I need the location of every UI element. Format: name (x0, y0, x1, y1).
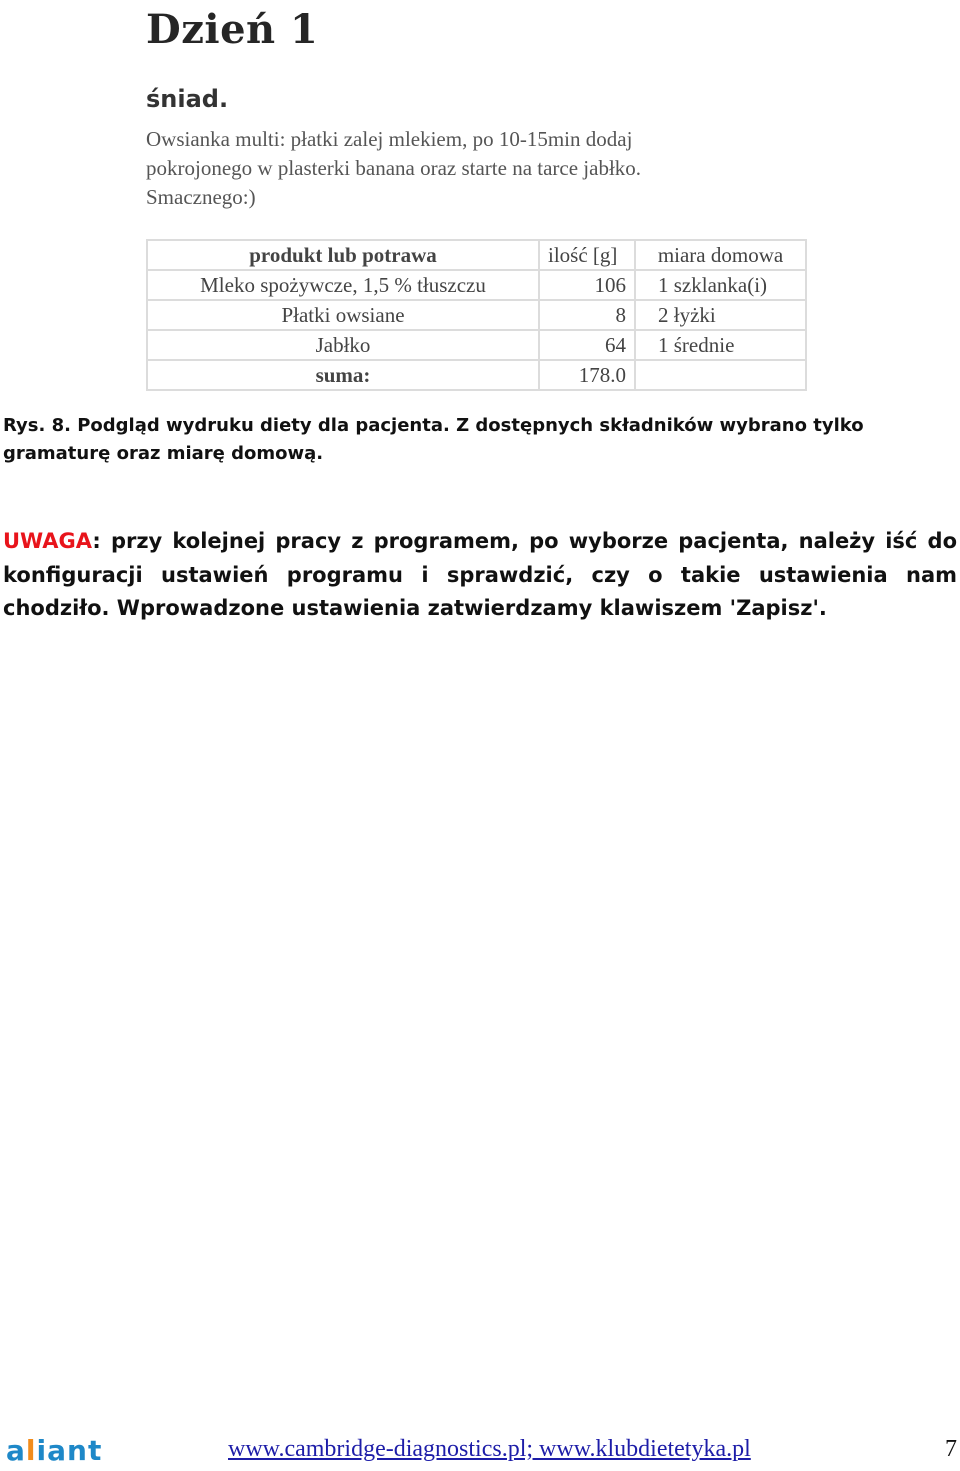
header-quantity: ilość [g] (539, 240, 635, 270)
warning-label: UWAGA (3, 529, 93, 553)
row-product: Płatki owsiane (147, 300, 539, 330)
header-product: produkt lub potrawa (147, 240, 539, 270)
footer-links[interactable]: www.cambridge-diagnostics.pl; www.klubdietetyka.pl (228, 1436, 751, 1462)
row-product: Jabłko (147, 330, 539, 360)
table-sum-row (147, 360, 806, 390)
header-household-measure: miara domowa (635, 240, 806, 270)
sum-label: suma: (147, 360, 539, 390)
row-product: Mleko spożywcze, 1,5 % tłuszczu (147, 270, 539, 300)
recipe-text: Owsianka multi: płatki zalej mlekiem, po 10-15min dodaj pokrojonego w plasterki banana oraz starte na tarce jabłko. Smacznego:) (146, 127, 642, 209)
warning-text: : przy kolejnej pracy z programem, po wyborze pacjenta, należy iść do konfiguracji ustawień programu i sprawdzić, czy o takie ustawienia nam chodziło. Wprowadzone ustawienia zatwierdzamy klawiszem 'Zapisz'. (3, 529, 957, 620)
row-quantity: 8 (539, 300, 635, 330)
diet-printout-preview (140, 0, 820, 408)
sum-value: 178.0 (539, 360, 635, 390)
page-number: 7 (945, 1436, 957, 1462)
food-table (146, 239, 807, 391)
logo-accent: l (25, 1434, 37, 1467)
row-measure: 2 łyżki (635, 300, 806, 330)
warning-note (3, 525, 957, 626)
figure-caption: Rys. 8. Podgląd wydruku diety dla pacjenta. Z dostępnych składników wybrano tylko gramaturę oraz miarę domową. (3, 415, 864, 464)
row-measure: 1 średnie (635, 330, 806, 360)
table-row (147, 270, 806, 300)
logo-part: a (6, 1434, 26, 1467)
row-quantity: 64 (539, 330, 635, 360)
day-title: Dzień 1 (146, 6, 319, 53)
aliant-logo (6, 1436, 102, 1466)
table-header-row (147, 240, 806, 270)
meal-title: śniad. (146, 85, 229, 113)
table-row (147, 330, 806, 360)
logo-part: iant (36, 1434, 103, 1467)
row-measure: 1 szklanka(i) (635, 270, 806, 300)
sum-empty-cell (635, 360, 806, 390)
table-row (147, 300, 806, 330)
row-quantity: 106 (539, 270, 635, 300)
